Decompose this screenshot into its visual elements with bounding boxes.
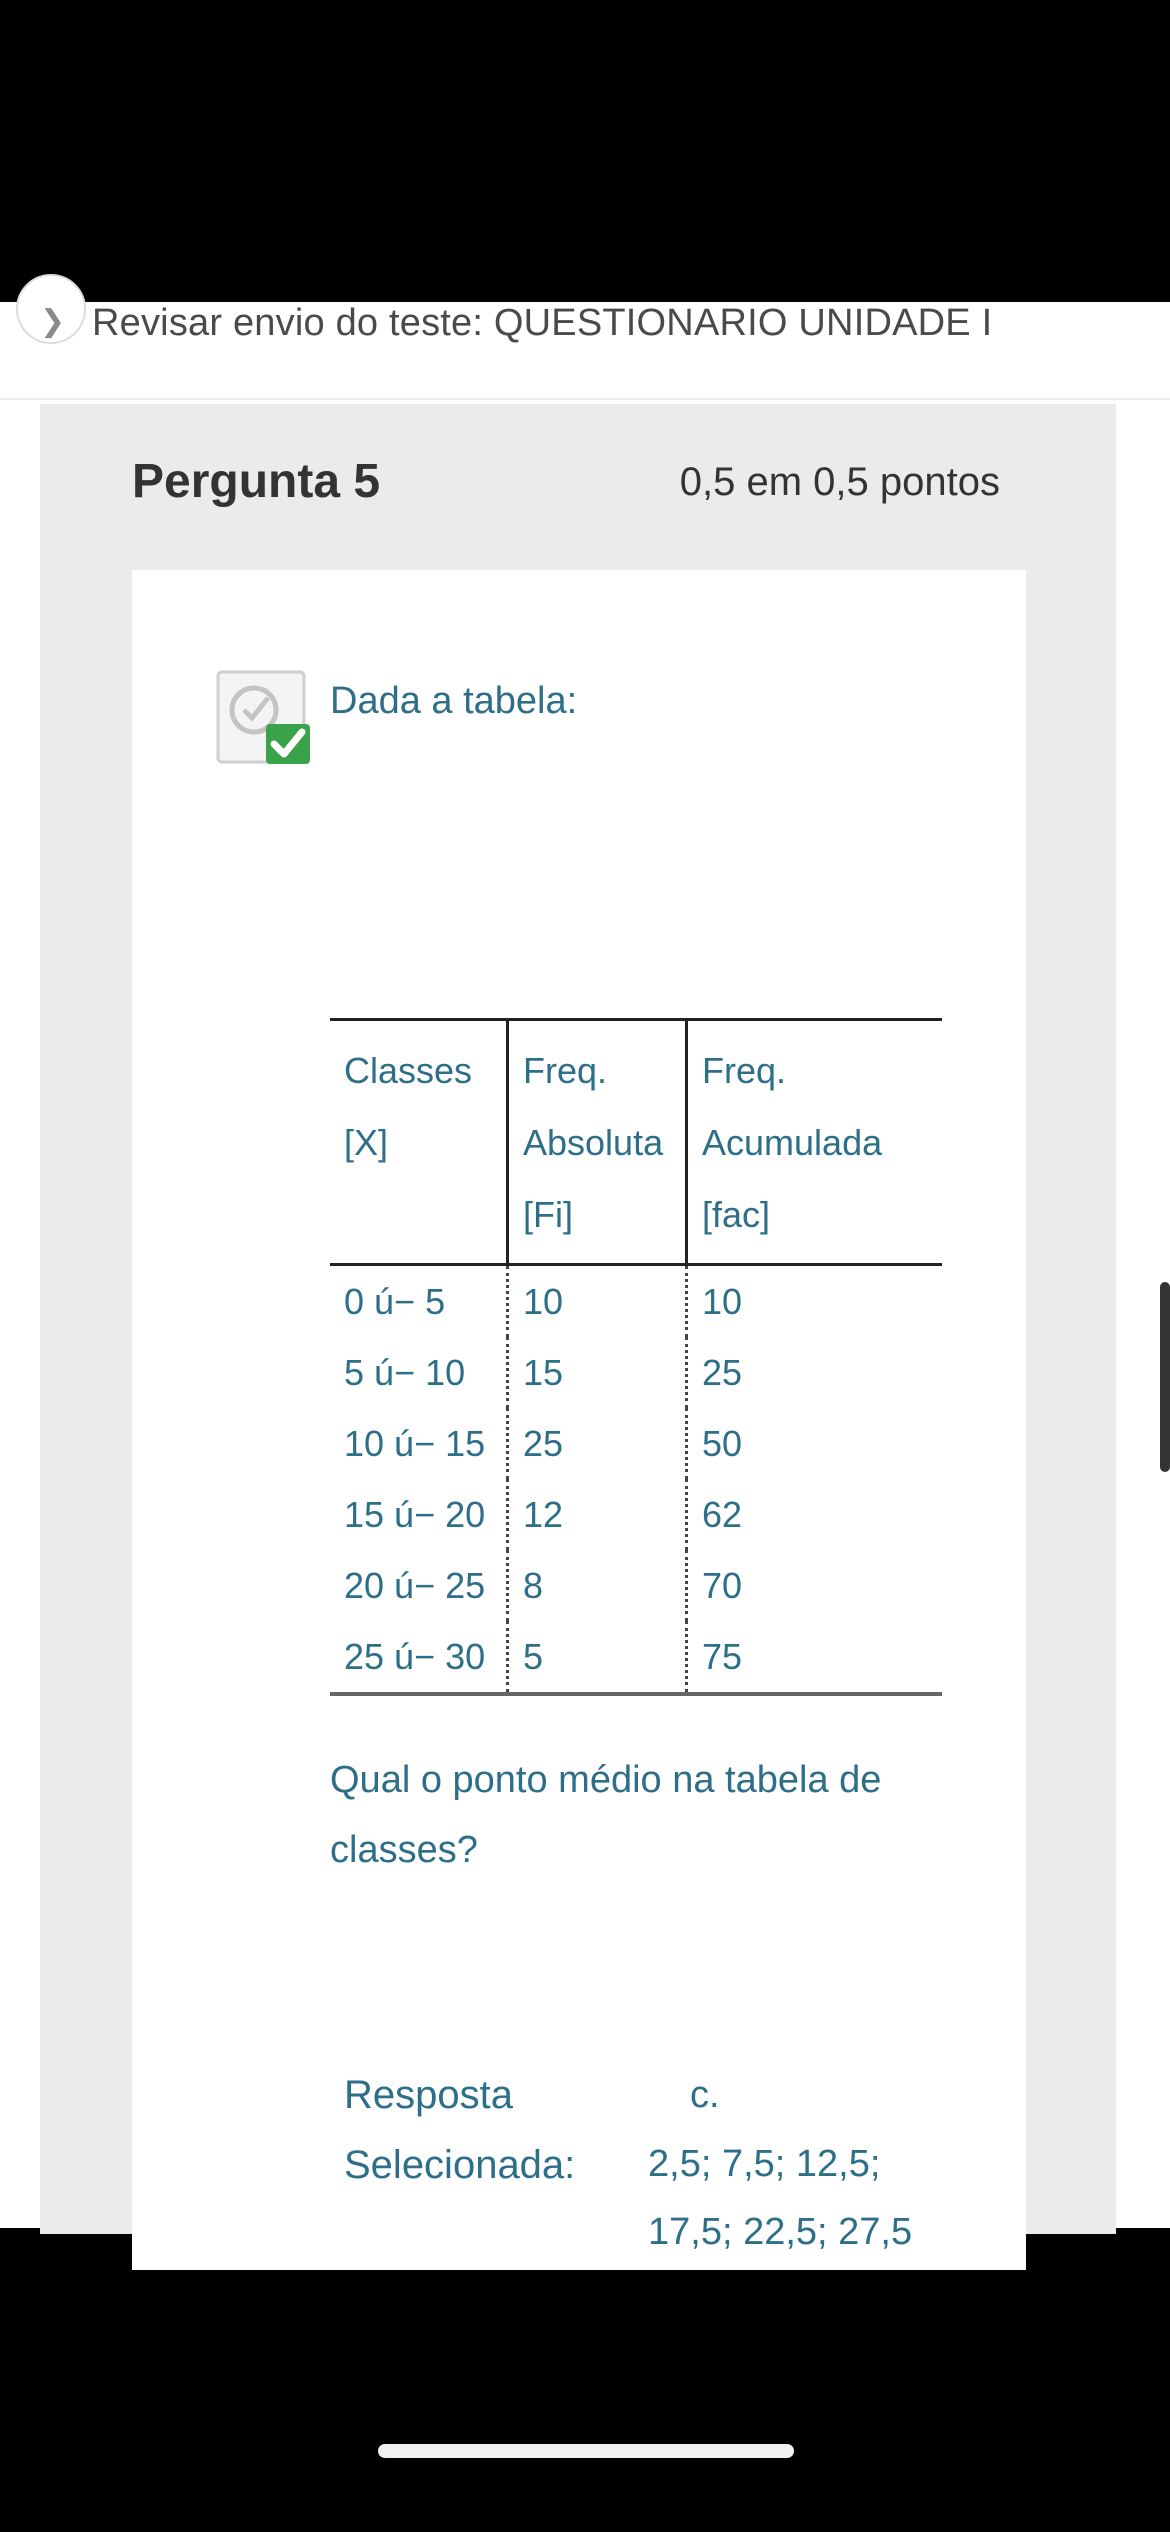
cell-fi: 15 [508, 1337, 687, 1408]
table-row [330, 1621, 942, 1694]
chevron-right-icon: ❯ [40, 304, 66, 339]
cell-fi: 8 [508, 1550, 687, 1621]
cell-fi: 25 [508, 1408, 687, 1479]
answer-letter: c. [690, 2074, 720, 2116]
cell-classe: 25 ú− 30 [330, 1621, 508, 1694]
header-freq-acumulada: Freq. Acumulada [fac] [687, 1020, 943, 1265]
cell-fac: 70 [687, 1550, 943, 1621]
cell-fac: 75 [687, 1621, 943, 1694]
breadcrumb-back-button[interactable] [16, 274, 86, 344]
cell-fi: 5 [508, 1621, 687, 1694]
table-row [330, 1408, 942, 1479]
table-row [330, 1265, 942, 1338]
question-card [132, 570, 1026, 2270]
frequency-table [330, 1018, 942, 1696]
answer-label: Resposta Selecionada: [344, 2073, 576, 2187]
header-classes: Classes [X] [330, 1020, 508, 1265]
page-viewport [0, 302, 1170, 2253]
table-row [330, 1337, 942, 1408]
answer-value: 2,5; 7,5; 12,5; 17,5; 22,5; 27,5 [648, 2143, 913, 2253]
cell-fac: 50 [687, 1408, 943, 1479]
question-panel [40, 404, 1116, 2253]
cell-fac: 62 [687, 1479, 943, 1550]
cell-classe: 20 ú− 25 [344, 1565, 486, 1606]
cell-classe: 10 ú− 15 [344, 1423, 486, 1464]
home-indicator[interactable] [378, 2444, 794, 2458]
correct-check-icon [214, 668, 314, 768]
cell-fac: 25 [687, 1337, 943, 1408]
cell-fi: 10 [508, 1265, 687, 1338]
question-title: Pergunta 5 [132, 455, 381, 508]
cell-classe: 0 ú− 5 [344, 1281, 446, 1322]
breadcrumb [0, 302, 1170, 400]
table-header-row [330, 1020, 942, 1265]
question-prompt: Dada a tabela: [330, 680, 578, 722]
cell-fi: 12 [508, 1479, 687, 1550]
scrollbar[interactable] [1160, 1282, 1170, 1472]
cell-classe: 15 ú− 20 [344, 1494, 486, 1535]
question-points: 0,5 em 0,5 pontos [679, 460, 1000, 504]
table-row [330, 1479, 942, 1550]
question-text: Qual o ponto médio na tabela de classes? [330, 1759, 882, 1871]
breadcrumb-title: Revisar envio do teste: QUESTIONARIO UNIDADE I [92, 302, 993, 344]
cell-fac: 10 [687, 1265, 943, 1338]
cell-classe: 5 ú− 10 [344, 1352, 466, 1393]
header-freq-absoluta: Freq. Absoluta [Fi] [508, 1020, 687, 1265]
table-row [330, 1550, 942, 1621]
